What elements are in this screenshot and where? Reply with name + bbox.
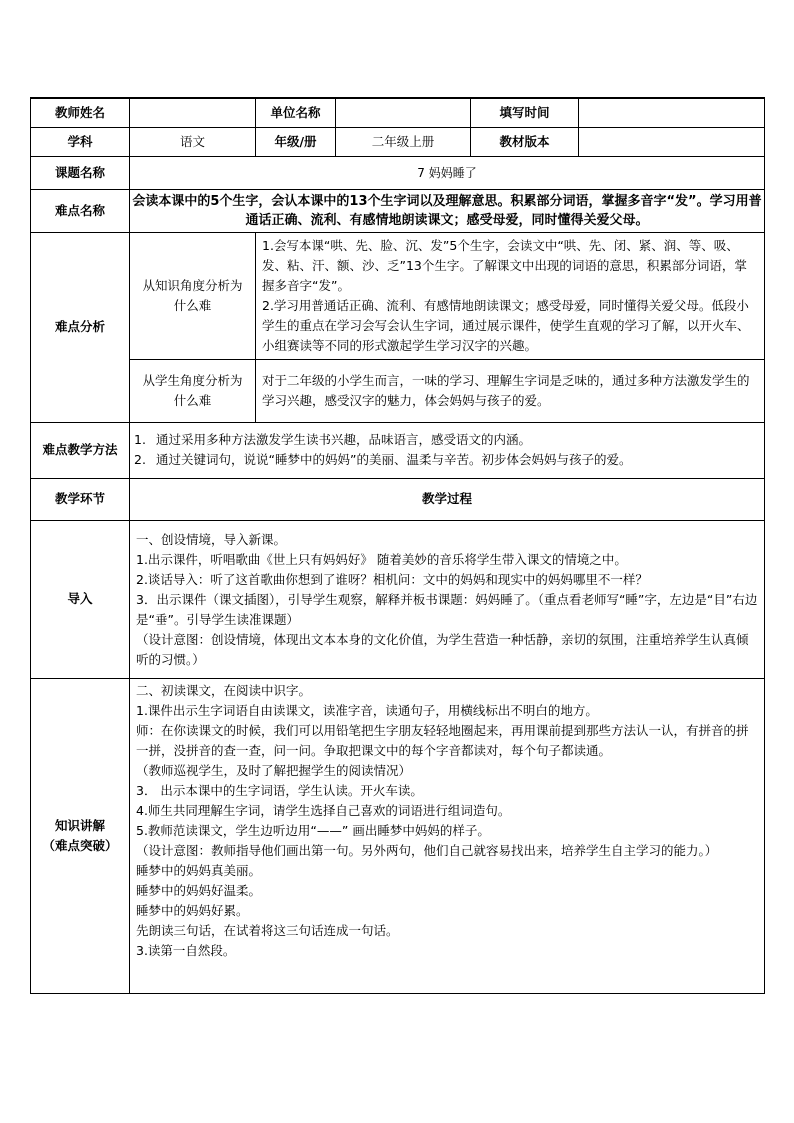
difficulty-row [31, 189, 765, 232]
intro-line: 3．出示课件（课文插图），引导学生观察，解释并板书课题：妈妈睡了。（重点看老师写“睡”字，左边是“目”右边是“垂”。引导学生读准课题） [136, 591, 758, 627]
student-angle-label: 从学生角度分析为什么难 [130, 359, 256, 422]
lesson-plan-document [30, 97, 764, 994]
knowledge-content [130, 678, 765, 993]
stage-header: 教学环节 [31, 478, 130, 520]
subject-row [31, 127, 765, 156]
knowledge-angle-text [256, 232, 765, 359]
method-text: 通过采用多种方法激发学生读书兴趣，品味语言，感受语文的内涵。 [156, 432, 532, 447]
methods-list [130, 422, 765, 478]
method-number: 2. [134, 452, 146, 467]
knowledge-line: 4.师生共同理解生字词，请学生选择自己喜欢的词语进行组词造句。 [136, 802, 511, 818]
intro-line: 1.出示课件，听唱歌曲《世上只有妈妈好》 随着美妙的音乐将学生带入课文的情境之中。 [136, 551, 627, 567]
subject-value: 语文 [130, 127, 256, 156]
lesson-plan-table [30, 97, 765, 994]
intro-label: 导入 [31, 520, 130, 678]
knowledge-line: 睡梦中的妈妈好温柔。 [136, 882, 262, 898]
analysis-knowledge-row [31, 232, 765, 359]
knowledge-line: 先朗读三句话，在试着将这三句话连成一句话。 [136, 922, 399, 938]
knowledge-line: 睡梦中的妈妈真美丽。 [136, 862, 262, 878]
intro-line: 2.谈话导入：听了这首歌曲你想到了谁呀？相机问：文中的妈妈和现实中的妈妈哪里不一样？ [136, 571, 648, 587]
knowledge-line: 二、初读课文，在阅读中识字。 [136, 682, 312, 698]
lesson-title: 7 妈妈睡了 [130, 156, 765, 189]
edition-value[interactable] [579, 127, 765, 156]
knowledge-line: （教师巡视学生，及时了解把握学生的阅读情况） [136, 762, 412, 778]
knowledge-sublabel: （难点突破） [42, 837, 118, 853]
header-row [31, 98, 765, 127]
knowledge-line: 5.教师范读课文，学生边听边用“——” 画出睡梦中妈妈的样子。 [136, 822, 490, 838]
knowledge-label-cell [31, 678, 130, 993]
grade-value: 二年级上册 [336, 127, 471, 156]
knowledge-row [31, 678, 765, 993]
knowledge-line: （设计意图：教师指导他们画出第一句。另外两句，他们自己就容易找出来，培养学生自主学习的能力。） [136, 842, 718, 858]
analysis-student-row [31, 359, 765, 422]
unit-label: 单位名称 [256, 98, 336, 127]
unit-value[interactable] [336, 98, 471, 127]
edition-label: 教材版本 [471, 127, 579, 156]
process-header-row [31, 478, 765, 520]
time-label: 填写时间 [471, 98, 579, 127]
knowledge-line: 1.课件出示生字词语自由读课文，读准字音，读通句子，用横线标出不明白的地方。 [136, 702, 598, 718]
intro-content [130, 520, 765, 678]
student-angle-text: 对于二年级的小学生而言，一味的学习、理解生字词是乏味的，通过多种方法激发学生的学习兴趣，感受汉字的魅力，体会妈妈与孩子的爱。 [256, 359, 765, 422]
intro-line: 一、创设情境，导入新课。 [136, 531, 287, 547]
lesson-label: 课题名称 [31, 156, 130, 189]
time-value[interactable] [579, 98, 765, 127]
intro-line: （设计意图：创设情境，体现出文本本身的文化价值，为学生营造一种恬静，亲切的氛围，注重培养学生认真倾听的习惯。） [136, 631, 749, 667]
difficulty-text: 会读本课中的5个生字，会认本课中的13个生字词以及理解意思。积累部分词语，掌握多音字“发”。学习用普通话正确、流利、有感情地朗读课文；感受母爱，同时懂得关爱父母。 [130, 189, 765, 232]
intro-row [31, 520, 765, 678]
method-number: 1. [134, 432, 146, 447]
knowledge-line: 1.会写本课“哄、先、脸、沉、发”5个生字，会读文中“哄、先、闭、紧、润、等、吸、发、粘、汗、额、沙、乏”13个生字。了解课文中出现的词语的意思，积累部分词语，掌握多音字“发”。 [262, 237, 747, 293]
method-text: 通过关键词句，说说“睡梦中的妈妈”的美丽、温柔与辛苦。初步体会妈妈与孩子的爱。 [156, 452, 632, 467]
knowledge-angle-label: 从知识角度分析为什么难 [130, 232, 256, 359]
analysis-label: 难点分析 [31, 232, 130, 422]
method-item [134, 450, 760, 470]
methods-label: 难点教学方法 [31, 422, 130, 478]
knowledge-line: 2.学习用普通话正确、流利、有感情地朗读课文；感受母爱，同时懂得关爱父母。低段小学生的重点在学习会写会认生字词，通过展示课件，使学生直观的学习了解，以开火车、小组赛读等不同的形式激起学生学习汉字的兴趣。 [262, 297, 750, 353]
knowledge-label: 知识讲解 [54, 817, 105, 833]
methods-row [31, 422, 765, 478]
teacher-value[interactable] [130, 98, 256, 127]
difficulty-label: 难点名称 [31, 189, 130, 232]
knowledge-line: 师：在你读课文的时候，我们可以用铅笔把生字朋友轻轻地圈起来，再用课前提到那些方法认一认，有拼音的拼一拼，没拼音的查一查，问一问。争取把课文中的每个字音都读对，每个句子都读通。 [136, 722, 749, 758]
teacher-label: 教师姓名 [31, 98, 130, 127]
grade-label: 年级/册 [256, 127, 336, 156]
process-header: 教学过程 [130, 478, 765, 520]
knowledge-line: 睡梦中的妈妈好累。 [136, 902, 249, 918]
knowledge-line: 3． 出示本课中的生字词语，学生认读。开火车读。 [136, 782, 423, 798]
subject-label: 学科 [31, 127, 130, 156]
lesson-row [31, 156, 765, 189]
method-item [134, 430, 760, 450]
knowledge-line: 3.读第一自然段。 [136, 942, 236, 958]
